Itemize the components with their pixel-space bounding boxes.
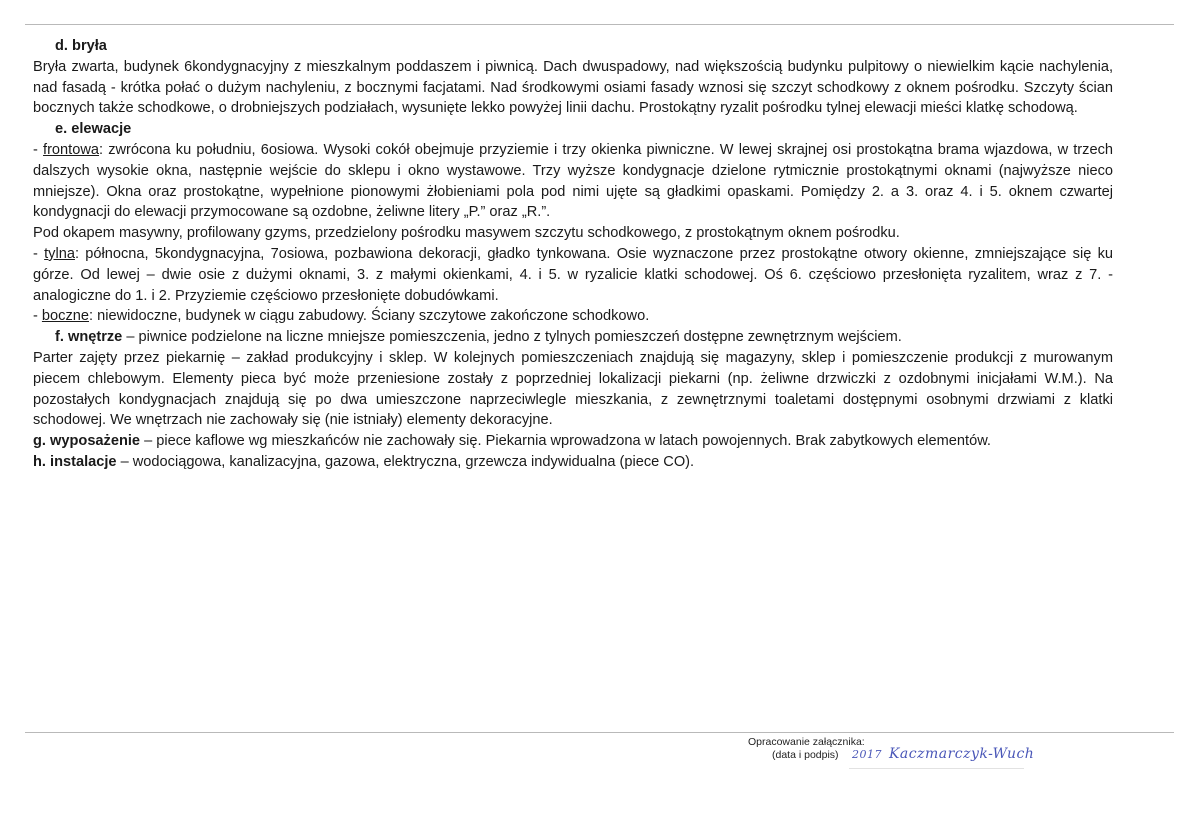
footer-label xyxy=(748,736,865,762)
footer-label-line2: (data i podpis) xyxy=(772,749,839,761)
paragraph-wnetrze-intro xyxy=(33,327,1113,348)
text-instalacje: – wodociągowa, kanalizacyjna, gazowa, elektryczna, grzewcza indywidualna (piece CO). xyxy=(116,453,695,470)
text-frontowa: : zwrócona ku południu, 6osiowa. Wysoki cokół obejmuje przyziemie i trzy okienka piwniczne. W lewej skrajnej osi prostokątna brama wjazdowa, w trzech dalszych wysokie okna, następnie wejście do sklepu i okno wystawowe. Trzy wyższe kondygnacje dzielone rytmicznie prostokątnymi oknami (najwyższe nieco mniejsze). Okna oraz prostokątne, wypełnione pionowymi żłobieniami pola pod nimi ujęte są gładkimi opaskami. Pomiędzy 2. a 3. oraz 4. i 5. oknem czwartej kondygnacji do elewacji przymocowane są ozdobne, żeliwne litery „P.” oraz „R.”. xyxy=(33,141,1113,221)
heading-wyposazenie: g. wyposażenie xyxy=(33,433,141,450)
text-tylna: : północna, 5kondygnacyjna, 7osiowa, pozbawiona dekoracji, gładko tynkowana. Osie wyznaczone przez prostokątne otwory okienne, zmniejszające się ku górze. Od lewej – dwie osie z dużymi oknami, 3. z małymi okienkami, 4. i 5. w ryzalicie klatki schodowej. Oś 6. częściowo przesłonięta ryzalitem, wraz z 7. - analogiczne do 1. i 2. Przyziemie częściowo przesłonięte dobudówkami. xyxy=(33,245,1113,304)
top-divider xyxy=(25,24,1174,25)
text-wyposazenie: – piece kaflowe wg mieszkańców nie zachowały się. Piekarnia wprowadzona w latach powojennych. Brak zabytkowych elementów. xyxy=(140,433,991,450)
paragraph-tylna: - tylna: północna, 5kondygnacyjna, 7osiowa, pozbawiona dekoracji, gładko tynkowana. Osie wyznaczone przez prostokątne otwory okienne, zmniejszające się ku górze. Od lewej – dwie osie z dużymi oknami, 3. z małymi okienkami, 4. i 5. w ryzalicie klatki schodowej. Oś 6. częściowo przesłonięta ryzalitem, wraz z 7. - analogiczne do 1. i 2. Przyziemie częściowo przesłonięte dobudówkami. xyxy=(33,245,1113,304)
bottom-divider xyxy=(25,732,1174,733)
heading-elewacje: e. elewacje xyxy=(55,121,132,138)
text-boczne: : niewidoczne, budynek w ciągu zabudowy. Ściany szczytowe zakończone schodkowo. xyxy=(88,308,650,325)
handwritten-signature xyxy=(852,746,1034,762)
heading-bryla: d. bryła xyxy=(55,38,107,54)
signature-date: 2017 xyxy=(852,748,882,761)
label-boczne: boczne xyxy=(41,308,89,325)
heading-instalacje: h. instalacje xyxy=(33,453,117,470)
heading-wnetrze: f. wnętrze xyxy=(55,329,123,346)
footer-label-line1: Opracowanie załącznika: xyxy=(748,736,865,748)
paragraph-frontowa: - frontowa: zwrócona ku południu, 6osiowa. Wysoki cokół obejmuje przyziemie i trzy okienka piwniczne. W lewej skrajnej osi prostokątna brama wjazdowa, w trzech dalszych wysokie okna, następnie wejście do sklepu i okno wystawowe. Trzy wyższe kondygnacje dzielone rytmicznie prostokątnymi oknami (najwyższe nieco mniejsze). Okna oraz prostokątne, wypełnione pionowymi żłobieniami pola pod nimi ujęte są gładkimi opaskami. Pomiędzy 2. a 3. oraz 4. i 5. oknem czwartej kondygnacji do elewacji przymocowane są ozdobne, żeliwne litery „P.” oraz „R.”. xyxy=(33,141,1113,221)
paragraph-okap: Pod okapem masywny, profilowany gzyms, przedzielony pośrodku masywem szczytu schodkowego, z prostokątnym oknem pośrodku. xyxy=(33,225,900,242)
label-tylna: tylna xyxy=(44,245,75,262)
paragraph-bryla: Bryła zwarta, budynek 6kondygnacyjny z mieszkalnym poddaszem i piwnicą. Dach dwuspadowy, nad większością budynku pulpitowy o niewielkim kącie nachylenia, nad fasadą - krótka połać o dużym nachyleniu, z bocznymi facjatami. Nad środkowymi osiami fasady wznosi się szczyt schodkowy z oknem pośrodku. Szczyty ścian bocznych także schodkowe, o drobniejszych podziałach, wysunięte lekko powyżej linii dachu. Prostokątny ryzalit pośrodku tylnej elewacji mieści klatkę schodową. xyxy=(33,58,1113,117)
document-body xyxy=(33,36,1113,473)
paragraph-boczne: - boczne: niewidoczne, budynek w ciągu zabudowy. Ściany szczytowe zakończone schodkowo. xyxy=(33,308,650,325)
label-frontowa: frontowa xyxy=(43,141,99,158)
signature-line xyxy=(849,768,1024,769)
paragraph-instalacje xyxy=(33,452,1113,473)
paragraph-wyposazenie xyxy=(33,431,1113,452)
paragraph-wnetrze: Parter zajęty przez piekarnię – zakład produkcyjny i sklep. W kolejnych pomieszczeniach znajdują się magazyny, sklep i pomieszczenie produkcji z murowanym piecem chlebowym. Elementy pieca być może przeniesione zostały z poprzedniej lokalizacji piekarni (np. żeliwne drzwiczki z ozdobnymi inicjałami W.M.). Na pozostałych kondygnacjach znajdują się po dwa umieszczone naprzeciwlegle mieszkania, z zewnętrznymi toaletami dostępnymi osobnymi drzwiami z klatki schodowej. We wnętrzach nie zachowały się (nie istniały) elementy dekoracyjne. xyxy=(33,349,1113,429)
signature-name: Kaczmarczyk-Wuch xyxy=(888,746,1035,762)
text-wnetrze-intro: – piwnice podzielone na liczne mniejsze pomieszczenia, jedno z tylnych pomieszczeń dostępne zewnętrznym wejściem. xyxy=(122,329,902,346)
